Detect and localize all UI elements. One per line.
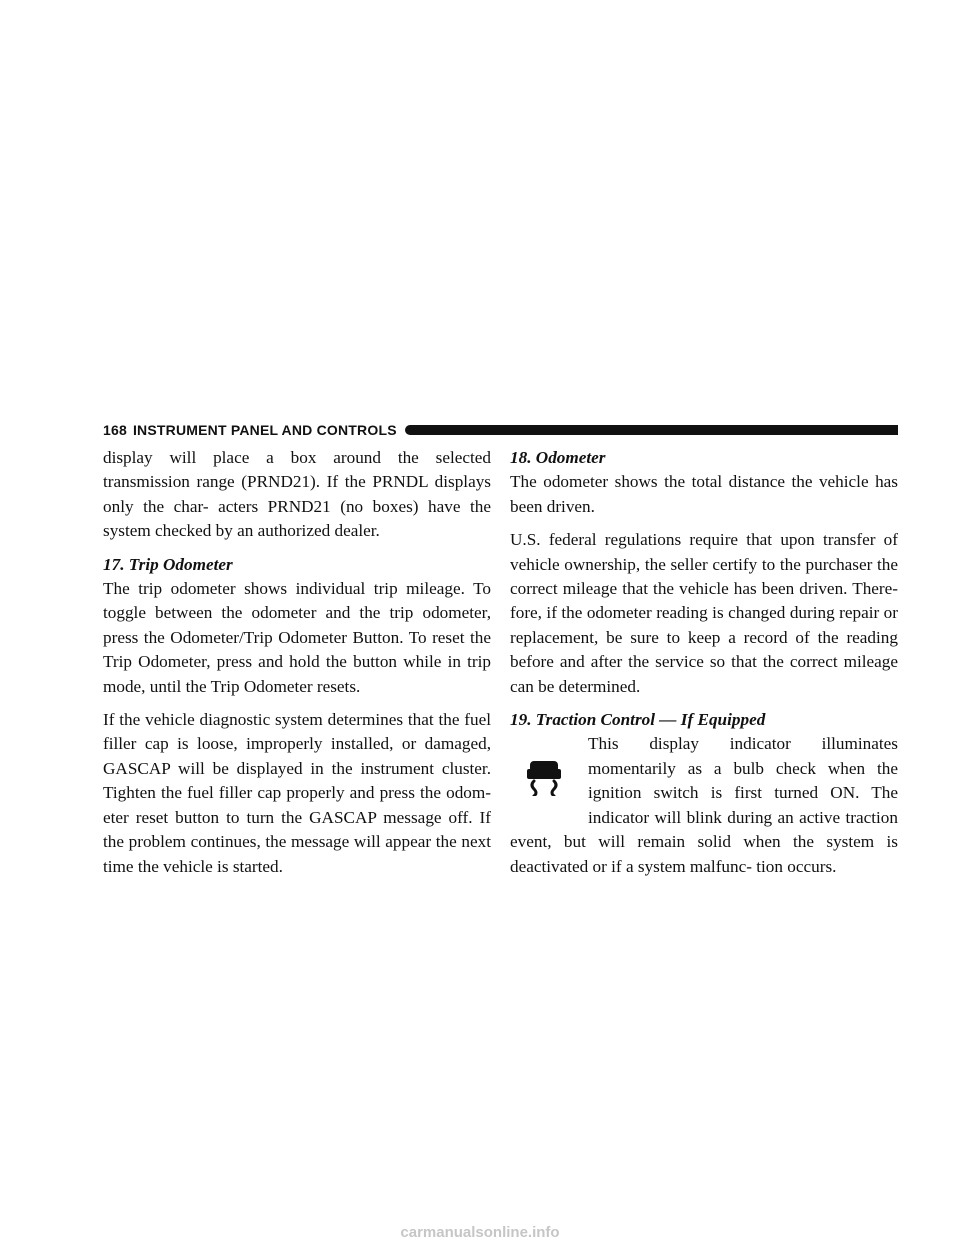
section-title: INSTRUMENT PANEL AND CONTROLS <box>132 422 397 438</box>
trip-odometer-section <box>103 553 491 699</box>
traction-control-section <box>510 708 898 879</box>
traction-control-heading: 19. Traction Control — If Equipped <box>510 710 766 730</box>
odometer-regulation-paragraph: U.S. federal regulations require that upon transfer of vehicle ownership, the seller certify to the purchaser the correct mileage that the vehicle has been driven. There- fore, if the odometer reading is changed during repair or replacement, be sure to keep a record of the reading before and after the service so that the correct mileage can be determined. <box>510 530 898 696</box>
left-column <box>103 446 491 888</box>
continuation-paragraph: display will place a box around the selected transmission range (PRND21). If the PRNDL displays only the char- acters PRND21 (no boxes) have the system checked by an authorized dealer. <box>103 448 491 541</box>
header-rule <box>405 425 898 435</box>
traction-control-icon <box>510 736 578 816</box>
trip-odometer-heading: 17. Trip Odometer <box>103 554 233 574</box>
odometer-section <box>510 446 898 519</box>
odometer-body: The odometer shows the total distance the vehicle has been driven. <box>510 472 898 516</box>
traction-control-icon-graphic <box>524 756 564 796</box>
traction-control-body: This display indicator illuminates momentarily as a bulb check when the ignition switch is first turned ON. The indicator will blink during an active traction event, but will remain solid when the system is deactivated or if a system malfunc- tion occurs. <box>510 734 898 876</box>
page-number: 168 <box>103 422 127 438</box>
trip-odometer-body: The trip odometer shows individual trip mileage. To toggle between the odometer and the trip odometer, press the Odometer/Trip Odometer Button. To reset the Trip Odometer, press and hold the button while in trip mode, until the Trip Odometer resets. <box>103 579 491 696</box>
gascap-paragraph: If the vehicle diagnostic system determines that the fuel filler cap is loose, improperly installed, or damaged, GASCAP will be displayed in the instrument cluster. Tighten the fuel filler cap properly and press the odom- eter reset button to turn the GASCAP message off. If the problem continues, the message will appear the next time the vehicle is started. <box>103 710 491 876</box>
watermark: carmanualsonline.info <box>400 1224 560 1241</box>
odometer-heading: 18. Odometer <box>510 448 606 467</box>
page-header <box>103 421 898 439</box>
right-column <box>510 446 898 879</box>
